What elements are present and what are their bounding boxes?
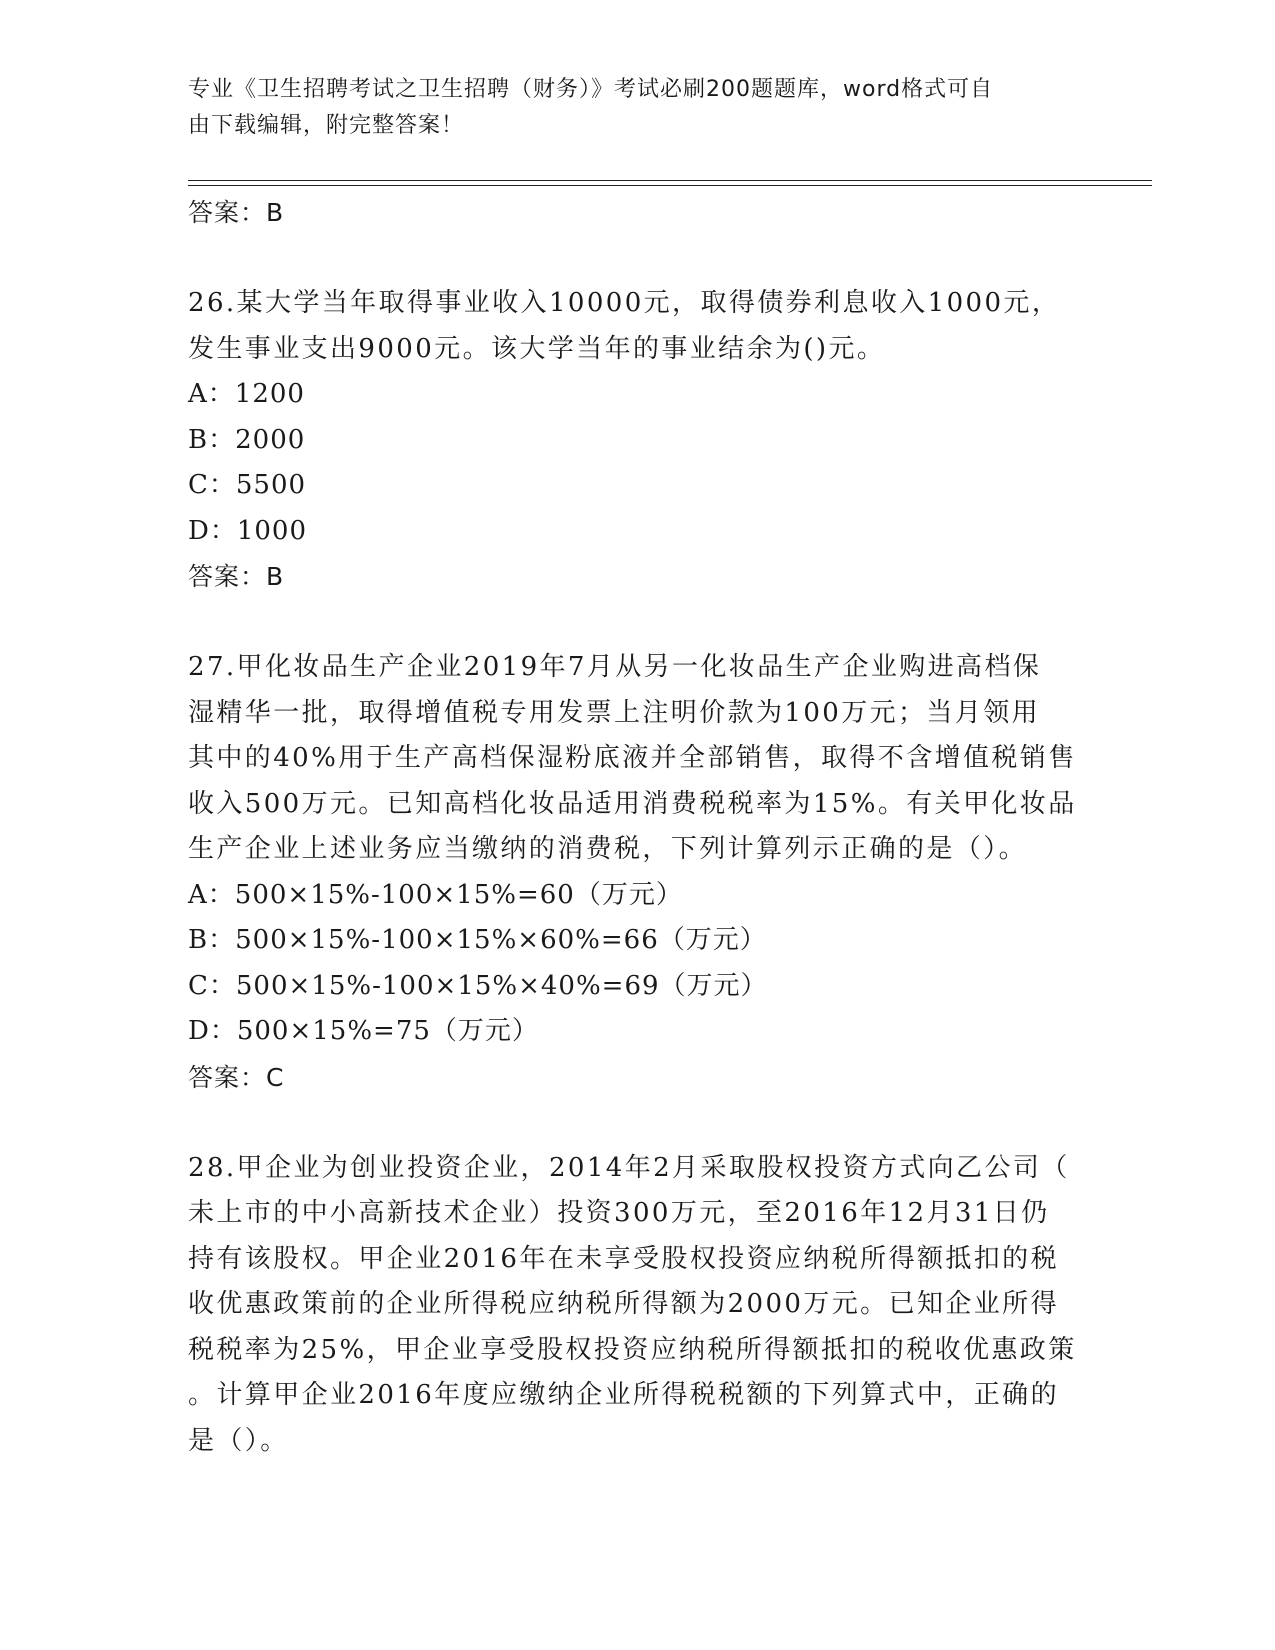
question-text-line: 28.甲企业为创业投资企业，2014年2月采取股权投资方式向乙公司（ <box>188 1152 1070 1183</box>
option-d: D：1000 <box>188 515 308 546</box>
question-text-line: 26.某大学当年取得事业收入10000元，取得债券利息收入1000元， <box>188 288 1061 318</box>
option-c: C：5500 <box>188 470 307 500</box>
question-text-line: 未上市的中小高新技术企业）投资300万元，至2016年12月31日仍 <box>188 1198 1050 1228</box>
header-divider-bottom <box>188 185 1152 186</box>
question-text-line: 是（）。 <box>188 1425 289 1456</box>
question-text-line: 收优惠政策前的企业所得税应纳税所得额为2000万元。已知企业所得 <box>188 1289 1059 1319</box>
question-27-answer: 答案：C <box>188 1062 285 1092</box>
question-text-line: 持有该股权。甲企业2016年在未享受股权投资应纳税所得额抵扣的税 <box>188 1243 1059 1274</box>
question-text-line: 收入500万元。已知高档化妆品适用消费税税率为15%。有关甲化妆品 <box>188 788 1077 819</box>
document-body <box>188 190 1088 1464</box>
question-26 <box>188 281 1088 600</box>
option-a: A：1200 <box>188 379 305 409</box>
option-c: C：500×15%-100×15%×40%=69（万元） <box>188 970 768 1001</box>
document-header <box>188 72 1078 144</box>
question-text-line: 湿精华一批，取得增值税专用发票上注明价款为100万元；当月领用 <box>188 697 1041 728</box>
question-text-line: 其中的40%用于生产高档保湿粉底液并全部销售，取得不含增值税销售 <box>188 743 1077 773</box>
question-text-line: 发生事业支出9000元。该大学当年的事业结余为()元。 <box>188 333 886 364</box>
option-b: B：500×15%-100×15%×60%=66（万元） <box>188 925 767 955</box>
option-b: B：2000 <box>188 424 306 455</box>
question-text-line: 27.甲化妆品生产企业2019年7月从另一化妆品生产企业购进高档保 <box>188 652 1042 682</box>
header-line-2: 由下载编辑，附完整答案！ <box>188 113 465 138</box>
question-27 <box>188 645 1088 1101</box>
question-text-line: 生产企业上述业务应当缴纳的消费税，下列计算列示正确的是（）。 <box>188 834 1028 864</box>
question-26-text <box>188 281 1088 372</box>
header-line-1: 专业《卫生招聘考试之卫生招聘（财务）》考试必刷200题题库，word格式可自 <box>188 77 994 102</box>
option-a: A：500×15%-100×15%=60（万元） <box>188 879 683 910</box>
question-text-line: 。计算甲企业2016年度应缴纳企业所得税税额的下列算式中，正确的 <box>188 1380 1059 1410</box>
question-28 <box>188 1146 1088 1465</box>
header-divider-top <box>188 180 1152 181</box>
question-28-text <box>188 1146 1088 1465</box>
question-27-text <box>188 645 1088 873</box>
question-26-answer: 答案：B <box>188 562 285 591</box>
previous-answer: 答案：B <box>188 198 285 227</box>
question-text-line: 税税率为25%，甲企业享受股权投资应纳税所得额抵扣的税收优惠政策 <box>188 1334 1077 1365</box>
option-d: D：500×15%=75（万元） <box>188 1016 539 1046</box>
